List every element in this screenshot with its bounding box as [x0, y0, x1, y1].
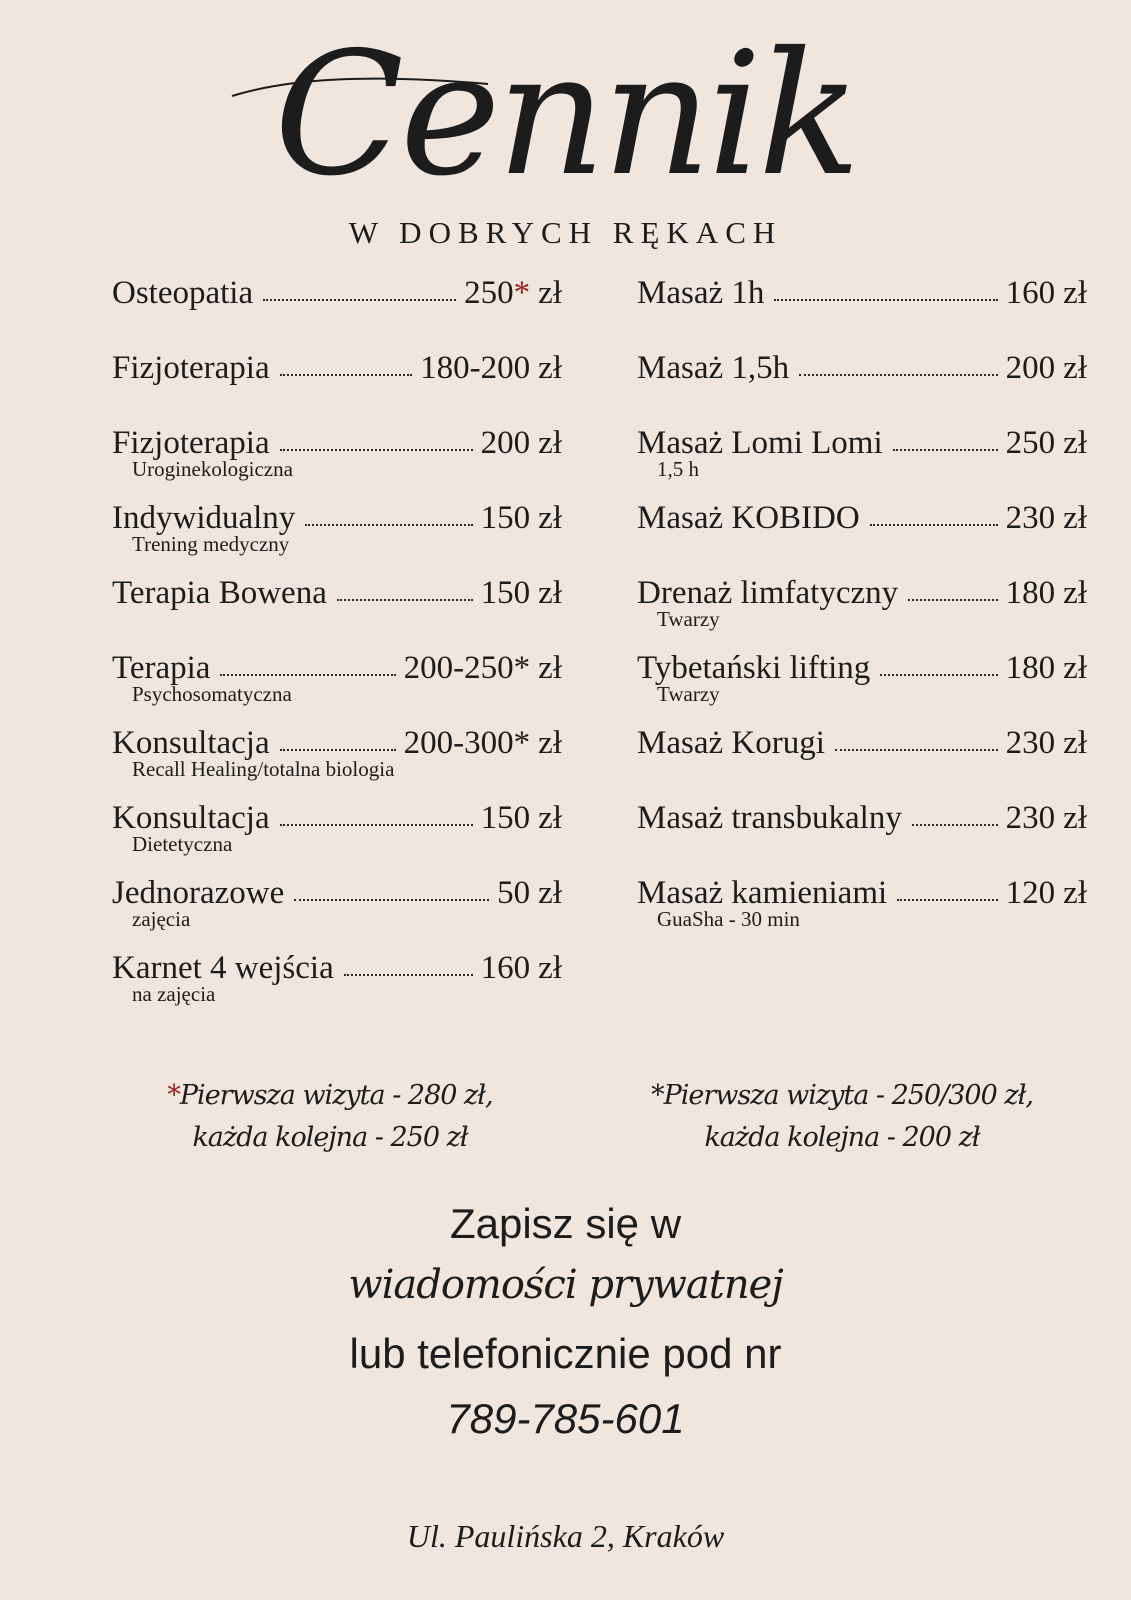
service-name: Indywidualny: [112, 500, 296, 536]
service-price: [497, 875, 562, 912]
price-item: [637, 350, 1087, 420]
price-item: [637, 650, 1087, 720]
service-price: [1006, 800, 1087, 837]
service-name: Masaż 1,5h: [637, 350, 790, 386]
note-left-line1: [80, 1075, 580, 1117]
note-left-line1-text: Pierwsza wizyta - 280 zł,: [179, 1080, 493, 1111]
dotted-leader: [280, 748, 396, 751]
price-value: 230: [1005, 725, 1056, 761]
price-row: [637, 725, 1087, 767]
dotted-leader: [908, 598, 998, 601]
price-value: 230: [1005, 800, 1056, 836]
dotted-leader: [835, 748, 998, 751]
page-title: Cennik: [273, 16, 858, 214]
price-row: [637, 500, 1087, 542]
service-price: [1006, 350, 1087, 387]
service-subtitle: na zajęcia: [132, 982, 216, 1006]
dotted-leader: [305, 523, 472, 526]
price-value: 160: [1005, 275, 1056, 311]
dotted-leader: [280, 448, 473, 451]
price-item: [637, 500, 1087, 570]
price-item: [112, 650, 562, 720]
price-item: [112, 875, 562, 945]
price-item: [112, 500, 562, 570]
note-right-line1: *Pierwsza wizyta - 250/300 zł,: [651, 1080, 1033, 1111]
price-value: 200: [480, 425, 531, 461]
price-value: 180: [1005, 650, 1056, 686]
price-value: 250: [1005, 425, 1056, 461]
service-price: [1006, 275, 1087, 312]
price-item: [112, 575, 562, 645]
price-value: 250: [464, 275, 514, 311]
cta-line1: Zapisz się w: [449, 1200, 682, 1247]
dotted-leader: [263, 298, 456, 301]
service-name: Konsultacja: [112, 800, 270, 836]
service-name: Masaż transbukalny: [637, 800, 902, 836]
price-currency: zł: [1063, 425, 1087, 461]
service-subtitle: Twarzy: [657, 682, 720, 706]
service-subtitle: Uroginekologiczna: [132, 457, 293, 481]
price-row: [637, 425, 1087, 467]
note-left-line2: każda kolejna - 250 zł: [192, 1122, 468, 1153]
service-name: Fizjoterapia: [112, 350, 270, 386]
service-name: Fizjoterapia: [112, 425, 270, 461]
price-item: [637, 425, 1087, 495]
service-name: Konsultacja: [112, 725, 270, 761]
cta-line2: wiadomości prywatnej: [348, 1262, 783, 1308]
service-price: [1006, 725, 1087, 762]
price-item: [112, 275, 562, 345]
service-price: [420, 350, 562, 387]
price-item: [637, 800, 1087, 870]
service-price: [481, 500, 562, 537]
price-value: 150: [480, 575, 531, 611]
price-currency: zł: [1063, 275, 1087, 311]
dotted-leader: [799, 373, 998, 376]
service-name: Masaż KOBIDO: [637, 500, 860, 536]
service-price: [1006, 425, 1087, 462]
service-name: Masaż Lomi Lomi: [637, 425, 883, 461]
price-value: 120: [1005, 875, 1056, 911]
price-row: [112, 275, 562, 317]
service-price: [481, 575, 562, 612]
price-currency: zł: [538, 800, 562, 836]
service-name: Drenaż limfatyczny: [637, 575, 899, 611]
service-name: Karnet 4 wejścia: [112, 950, 334, 986]
price-value: 230: [1005, 500, 1056, 536]
dotted-leader: [912, 823, 998, 826]
service-subtitle: GuaSha - 30 min: [657, 907, 800, 931]
price-item: [112, 800, 562, 870]
service-price: [481, 800, 562, 837]
note-left: [80, 1075, 580, 1159]
price-currency: zł: [1063, 650, 1087, 686]
phone-number: 789-785-601: [446, 1395, 685, 1442]
price-currency: zł: [538, 875, 562, 911]
price-currency: zł: [538, 725, 562, 761]
price-item: [637, 575, 1087, 645]
price-item: [112, 950, 562, 1020]
service-price: [1006, 875, 1087, 912]
service-name: Masaż Korugi: [637, 725, 825, 761]
dotted-leader: [893, 448, 998, 451]
service-subtitle: Recall Healing/totalna biologia: [132, 757, 395, 781]
price-currency: zł: [1063, 575, 1087, 611]
note-right-line2: każda kolejna - 200 zł: [704, 1122, 980, 1153]
price-value: 200-300: [403, 725, 514, 761]
price-row: [637, 275, 1087, 317]
price-star: *: [513, 275, 531, 311]
service-price: [481, 950, 562, 987]
price-currency: zł: [1063, 725, 1087, 761]
price-value: 200-250: [403, 650, 514, 686]
dotted-leader: [280, 823, 473, 826]
price-currency: zł: [1063, 350, 1087, 386]
service-name: Jednorazowe: [112, 875, 285, 911]
service-price: [1006, 500, 1087, 537]
service-subtitle: 1,5 h: [657, 457, 699, 481]
service-name: Masaż 1h: [637, 275, 765, 311]
price-currency: zł: [538, 500, 562, 536]
price-value: 150: [480, 800, 531, 836]
service-price: [404, 725, 562, 762]
cta-line3: lub telefonicznie pod nr: [349, 1330, 782, 1377]
price-row: [112, 575, 562, 617]
dotted-leader: [280, 373, 413, 376]
price-value: 180-200: [420, 350, 531, 386]
note-left-star: *: [167, 1080, 180, 1111]
service-name: Terapia: [112, 650, 211, 686]
price-item: [637, 725, 1087, 795]
service-price: [1006, 575, 1087, 612]
price-currency: zł: [538, 650, 562, 686]
dotted-leader: [220, 673, 395, 676]
price-star: *: [513, 650, 531, 686]
price-item: [112, 350, 562, 420]
service-price: [404, 650, 562, 687]
dotted-leader: [870, 523, 998, 526]
service-price: [481, 425, 562, 462]
service-subtitle: Psychosomatyczna: [132, 682, 292, 706]
price-item: [637, 275, 1087, 345]
dotted-leader: [337, 598, 473, 601]
price-value: 150: [480, 500, 531, 536]
service-price: [464, 275, 562, 312]
price-currency: zł: [538, 275, 562, 311]
price-item: [637, 875, 1087, 945]
price-item: [112, 725, 562, 795]
price-currency: zł: [1063, 500, 1087, 536]
price-row: [637, 350, 1087, 392]
note-right: [592, 1075, 1092, 1159]
service-name: Tybetański lifting: [637, 650, 871, 686]
service-price: [1006, 650, 1087, 687]
dotted-leader: [344, 973, 473, 976]
service-subtitle: zajęcia: [132, 907, 191, 931]
dotted-leader: [774, 298, 997, 301]
price-currency: zł: [538, 425, 562, 461]
price-star: *: [513, 725, 531, 761]
price-currency: zł: [1063, 800, 1087, 836]
dotted-leader: [897, 898, 998, 901]
price-value: 180: [1005, 575, 1056, 611]
service-subtitle: Trening medyczny: [132, 532, 290, 556]
dotted-leader: [294, 898, 489, 901]
dotted-leader: [880, 673, 997, 676]
page-subtitle: W DOBRYCH RĘKACH: [348, 215, 783, 250]
price-value: 200: [1005, 350, 1056, 386]
price-currency: zł: [538, 950, 562, 986]
service-name: Masaż kamieniami: [637, 875, 888, 911]
service-subtitle: Twarzy: [657, 607, 720, 631]
price-row: [112, 350, 562, 392]
price-currency: zł: [538, 350, 562, 386]
price-value: 50: [497, 875, 531, 911]
price-currency: zł: [538, 575, 562, 611]
price-value: 160: [480, 950, 531, 986]
price-currency: zł: [1063, 875, 1087, 911]
service-name: Terapia Bowena: [112, 575, 327, 611]
address: Ul. Paulińska 2, Kraków: [406, 1518, 725, 1554]
price-row: [637, 800, 1087, 842]
price-item: [112, 425, 562, 495]
service-subtitle: Dietetyczna: [132, 832, 233, 856]
service-name: Osteopatia: [112, 275, 254, 311]
